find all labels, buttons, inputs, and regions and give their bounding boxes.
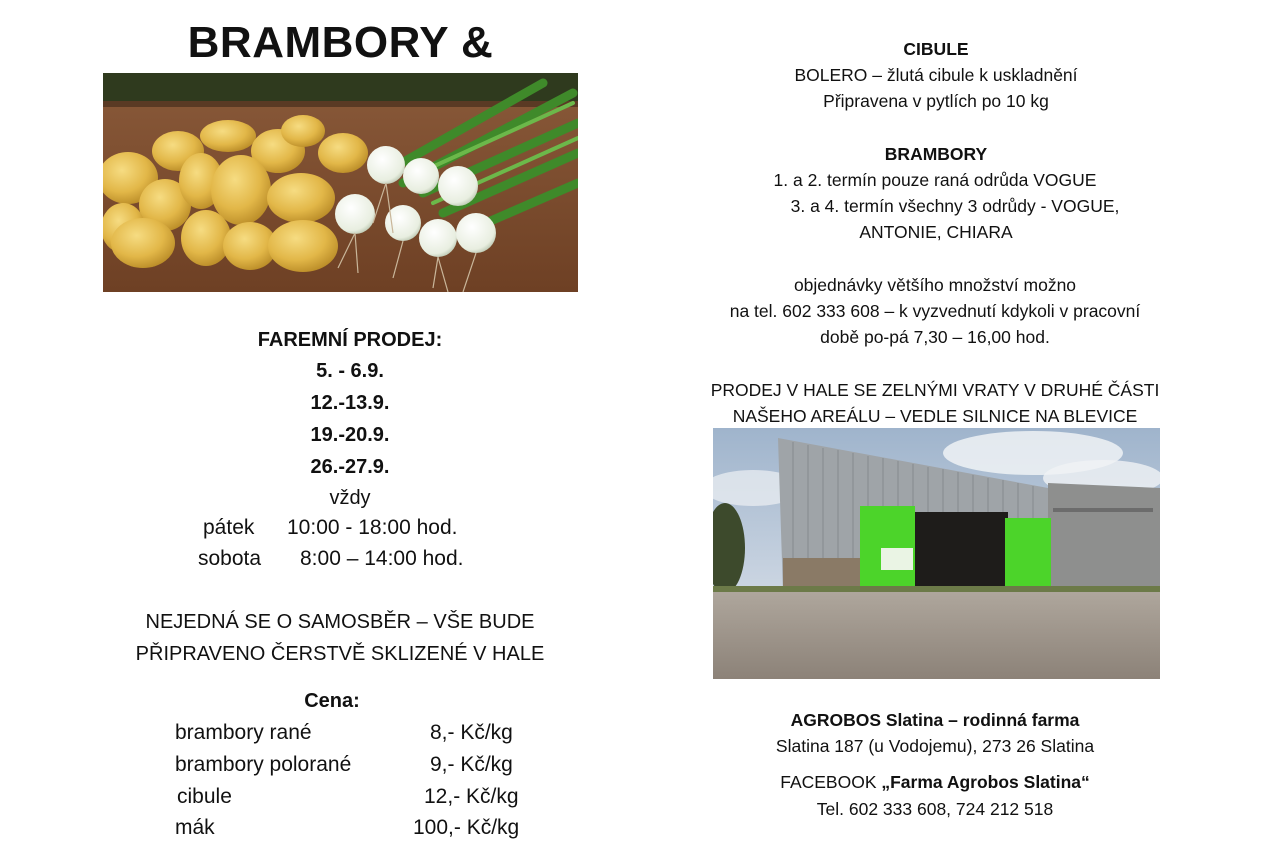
hours-day: pátek (203, 516, 255, 539)
notice-line: NEJEDNÁ SE O SAMOSBĚR – VŠE BUDE (145, 611, 535, 633)
onion-heading: CIBULE (903, 39, 969, 59)
always-label: vždy (329, 487, 371, 509)
potato-line: ANTONIE, CHIARA (859, 222, 1013, 242)
orders-line: na tel. 602 333 608 – k vyzvednutí kdykoli v pracovní (729, 301, 1141, 321)
sale-date: 12.-13.9. (310, 392, 390, 414)
sale-date: 5. - 6.9. (316, 360, 384, 382)
page-title: BRAMBORY & (187, 18, 494, 67)
hall-line: PRODEJ V HALE SE ZELNÝMI VRATY V DRUHÉ ČÁSTI (710, 380, 1160, 400)
price-item-value: 8,- Kč/kg (430, 721, 513, 744)
price-item-value: 9,- Kč/kg (430, 753, 513, 776)
price-item-name: cibule (177, 785, 232, 808)
hours-day: sobota (198, 547, 262, 570)
facebook-line (700, 769, 1170, 795)
potato-line: 1. a 2. termín pouze raná odrůda VOGUE (773, 170, 1097, 190)
phone-numbers: Tel. 602 333 608, 724 212 518 (816, 799, 1054, 819)
sale-date: 19.-20.9. (310, 424, 390, 446)
notice-line: PŘIPRAVENO ČERSTVĚ SKLIZENÉ V HALE (135, 643, 545, 665)
price-item-name: mák (175, 816, 215, 839)
potato-line: 3. a 4. termín všechny 3 odrůdy - VOGUE, (790, 196, 1120, 216)
price-item-name: brambory polorané (175, 753, 352, 776)
onion-line: Připravena v pytlích po 10 kg (823, 91, 1049, 111)
farm-name: AGROBOS Slatina – rodinná farma (790, 710, 1080, 730)
hours-time: 8:00 – 14:00 hod. (300, 547, 464, 570)
price-item-value: 12,- Kč/kg (424, 785, 519, 808)
hall-line: NAŠEHO AREÁLU – VEDLE SILNICE NA BLEVICE (732, 406, 1138, 426)
potato-heading: BRAMBORY (884, 144, 988, 164)
facebook-name: „Farma Agrobos Slatina“ (881, 772, 1090, 792)
potatoes-onions-photo (103, 73, 578, 292)
orders-line: objednávky většího množství možno (793, 275, 1077, 295)
farm-sale-heading: FAREMNÍ PRODEJ: (257, 329, 443, 351)
hall-photo (713, 428, 1160, 679)
facebook-label: FACEBOOK (780, 772, 882, 792)
price-item-name: brambory rané (175, 721, 312, 744)
farm-address: Slatina 187 (u Vodojemu), 273 26 Slatina (775, 736, 1095, 756)
price-item-value: 100,- Kč/kg (413, 816, 520, 839)
hours-time: 10:00 - 18:00 hod. (287, 516, 458, 539)
sale-date: 26.-27.9. (310, 456, 390, 478)
orders-line: době po-pá 7,30 – 16,00 hod. (820, 327, 1050, 347)
onion-line: BOLERO – žlutá cibule k uskladnění (794, 65, 1078, 85)
price-heading: Cena: (304, 690, 360, 712)
